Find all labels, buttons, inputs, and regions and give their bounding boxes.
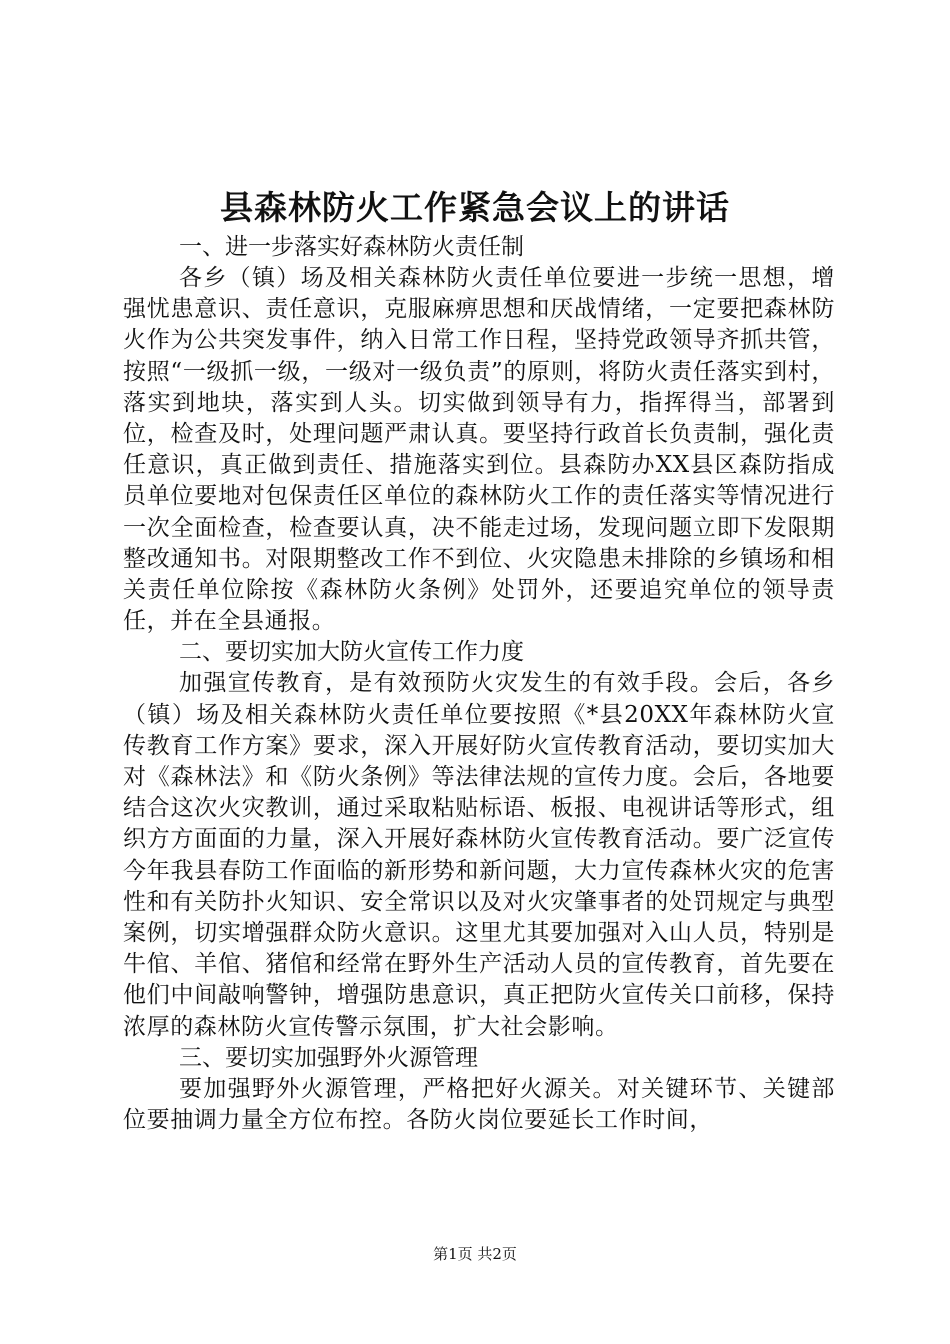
section-heading-3: 三、要切实加强野外火源管理 — [179, 1044, 478, 1071]
section-paragraph-2: 加强宣传教育，是有效预防火灾发生的有效手段。会后，各乡（镇）场及相关森林防火责任单位要按照《*县20XX年森林防火宣传教育工作方案》要求，深入开展好防火宣传教育活动，要切实加大对《森林法》和《防火条例》等法律法规的宣传力度。会后，各地要结合这次火灾教训，通过采取粘贴标语、板报、电视讲话等形式，组织方方面面的力量，深入开展好森林防火宣传教育活动。要广泛宣传今年我县春防工作面临的新形势和新问题，大力宣传森林火灾的危害性和有关防扑火知识、安全常识以及对火灾肇事者的处罚规定与典型案例，切实增强群众防火意识。这里尤其要加强对入山人员，特别是牛倌、羊倌、猪倌和经常在野外生产活动人员的宣传教育，首先要在他们中间敲响警钟，增强防患意识，真正把防火宣传关口前移，保持浓厚的森林防火宣传警示氛围，扩大社会影响。 — [123, 670, 835, 1040]
section-paragraph-3: 要加强野外火源管理，严格把好火源关。对关键环节、关键部位要抽调力量全方位布控。各防火岗位要延长工作时间， — [123, 1075, 835, 1134]
document-body — [123, 232, 835, 1136]
page-footer: 第1页 共2页 — [433, 1245, 517, 1263]
section-heading-2: 二、要切实加大防火宣传工作力度 — [179, 639, 524, 666]
section-paragraph-1: 各乡（镇）场及相关森林防火责任单位要进一步统一思想，增强忧患意识、责任意识，克服麻痹思想和厌战情绪，一定要把森林防火作为公共突发事件，纳入日常工作日程，坚持党政领导齐抓共管，按照“一级抓一级，一级对一级负责”的原则，将防火责任落实到村，落实到地块，落实到人头。切实做到领导有力，指挥得当，部署到位，检查及时，处理问题严肃认真。要坚持行政首长负责制，强化责任意识，真正做到责任、措施落实到位。县森防办XX县区森防指成员单位要地对包保责任区单位的森林防火工作的责任落实等情况进行一次全面检查，检查要认真，决不能走过场，发现问题立即下发限期整改通知书。对限期整改工作不到位、火灾隐患未排除的乡镇场和相关责任单位除按《森林防火条例》处罚外，还要追究单位的领导责任，并在全县通报。 — [123, 265, 835, 635]
document-title: 县森林防火工作紧急会议上的讲话 — [220, 188, 730, 227]
section-heading-1: 一、进一步落实好森林防火责任制 — [179, 234, 524, 260]
